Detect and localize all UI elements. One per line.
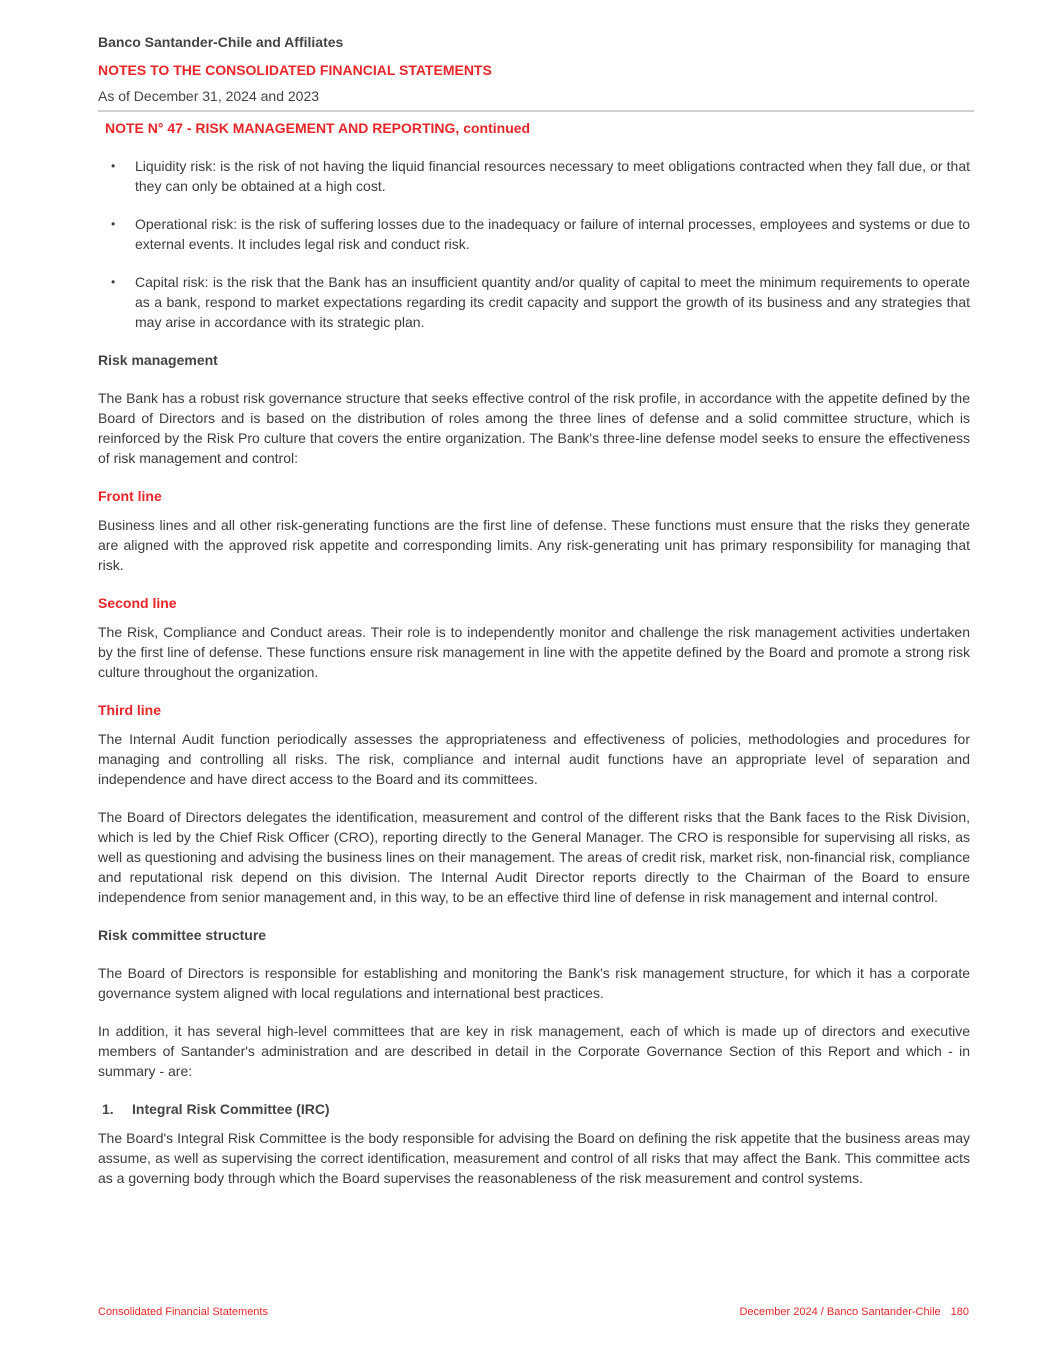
footer-right-text: December 2024 / Banco Santander-Chile <box>739 1306 941 1318</box>
note-title: NOTE N° 47 - RISK MANAGEMENT AND REPORTING, continued <box>105 120 531 136</box>
page-number: 180 <box>950 1306 969 1318</box>
committee-structure-paragraph-1: The Board of Directors is responsible for establishing and monitoring the Bank's risk management structure, for which it has a corporate governance system aligned with local regulations and international best practices. <box>98 965 970 1001</box>
irc-number: 1. <box>102 1101 114 1117</box>
footer-right <box>739 1306 969 1318</box>
header-divider <box>98 110 974 112</box>
front-line-paragraph: Business lines and all other risk-generating functions are the first line of defense. These functions must ensure that the risks they generate are aligned with the approved risk appetite and corresponding limits. Any risk-generating unit has primary responsibility for managing that risk. <box>98 517 970 573</box>
third-line-heading: Third line <box>98 702 161 718</box>
risk-management-heading: Risk management <box>98 352 218 368</box>
risk-bullet-list <box>98 156 970 332</box>
front-line-heading: Front line <box>98 488 162 504</box>
committee-structure-paragraph-2: In addition, it has several high-level committees that are key in risk management, each of which is made up of directors and executive members of Santander's administration and are described in detail in the Corporate Governance Section of this Report and which - in summary - are: <box>98 1023 970 1079</box>
risk-management-paragraph: The Bank has a robust risk governance structure that seeks effective control of the risk profile, in accordance with the appetite defined by the Board of Directors and is based on the distribution of roles among the three lines of defense and a solid committee structure, which is reinforced by the Risk Pro culture that covers the entire organization. The Bank's three-line defense model seeks to ensure the effectiveness of risk management and control: <box>98 390 970 466</box>
bullet-liquidity-risk <box>98 156 970 196</box>
header-date-line: As of December 31, 2024 and 2023 <box>98 88 320 104</box>
header-notes-title: NOTES TO THE CONSOLIDATED FINANCIAL STATEMENTS <box>98 62 492 78</box>
bullet-text: Liquidity risk: is the risk of not having the liquid financial resources necessary to meet obligations contracted when they fall due, or that they can only be obtained at a high cost. <box>135 158 970 194</box>
footer-left: Consolidated Financial Statements <box>98 1306 268 1318</box>
bullet-dot-icon: • <box>111 217 116 231</box>
committee-structure-heading: Risk committee structure <box>98 927 267 943</box>
second-line-paragraph: The Risk, Compliance and Conduct areas. Their role is to independently monitor and challenge the risk management activities undertaken by the first line of defense. These functions ensure risk management in line with the appetite defined by the Board and promote a strong risk culture throughout the organization. <box>98 624 970 680</box>
irc-paragraph: The Board's Integral Risk Committee is the body responsible for advising the Board on defining the risk appetite that the business areas may assume, as well as supervising the correct identification, measurement and control of all risks that may affect the Bank. This committee acts as a governing body through which the Board supervises the reasonableness of the risk measurement and control systems. <box>98 1130 970 1186</box>
bullet-capital-risk <box>98 272 970 332</box>
header-company: Banco Santander-Chile and Affiliates <box>98 34 344 50</box>
bullet-text: Capital risk: is the risk that the Bank has an insufficient quantity and/or quality of capital to meet the minimum requirements to operate as a bank, respond to market expectations regarding its credit capacity and support the growth of its business and any strategies that may arise in accordance with its strategic plan. <box>135 274 970 330</box>
bullet-operational-risk <box>98 214 970 254</box>
irc-heading-text: Integral Risk Committee (IRC) <box>132 1101 330 1117</box>
second-line-heading: Second line <box>98 595 177 611</box>
irc-heading <box>98 1099 970 1119</box>
bullet-dot-icon: • <box>111 275 116 289</box>
bullet-text: Operational risk: is the risk of suffering losses due to the inadequacy or failure of internal processes, employees and systems or due to external events. It includes legal risk and conduct risk. <box>135 216 970 252</box>
bullet-dot-icon: • <box>111 159 116 173</box>
document-body <box>98 156 970 1188</box>
third-line-paragraph-2: The Board of Directors delegates the identification, measurement and control of the different risks that the Bank faces to the Risk Division, which is led by the Chief Risk Officer (CRO), reporting directly to the General Manager. The CRO is responsible for supervising all risks, as well as questioning and advising the business lines on their management. The areas of credit risk, market risk, non-financial risk, compliance and reputational risk depend on this division. The Internal Audit Director reports directly to the Chairman of the Board to ensure independence from senior management and, in this way, to be an effective third line of defense in risk management and internal control. <box>98 809 970 905</box>
third-line-paragraph-1: The Internal Audit function periodically assesses the appropriateness and effectiveness of policies, methodologies and procedures for managing and controlling all risks. The risk, compliance and internal audit functions have an appropriate level of separation and independence and have direct access to the Board and its committees. <box>98 731 970 787</box>
